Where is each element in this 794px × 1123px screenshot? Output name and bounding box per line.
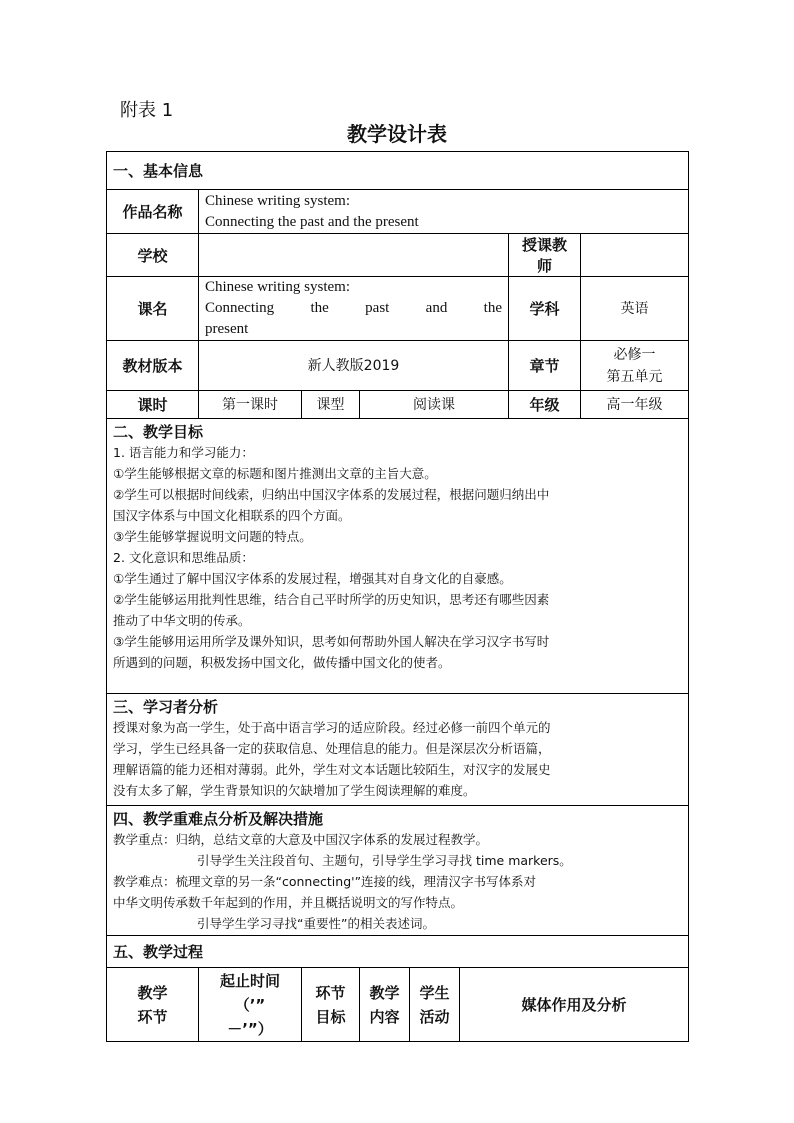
- period-value: 第一课时: [199, 391, 302, 419]
- textbook-edition-label: 教材版本: [107, 341, 199, 391]
- lesson-name-value: [199, 277, 509, 341]
- objective-line: 1. 语言能力和学习能力：: [113, 445, 254, 460]
- header-line: －’”）: [227, 1019, 273, 1038]
- objective-line: 2. 文化意识和思维品质：: [113, 550, 254, 565]
- header-stage-goal: [302, 968, 360, 1042]
- textbook-edition-value: 新人教版2019: [199, 341, 509, 391]
- school-value: [199, 234, 509, 277]
- period-label: 课时: [107, 391, 199, 419]
- section-key-difficult-points: [107, 806, 689, 936]
- key-difficult-points-text: [113, 829, 682, 934]
- header-teaching-content: [360, 968, 410, 1042]
- objective-line: ③学生能够用运用所学及课外知识，思考如何帮助外国人解决在学习汉字书写时: [113, 634, 550, 649]
- learner-analysis-line: 没有太多了解，学生背景知识的欠缺增加了学生阅读理解的难度。: [113, 783, 476, 798]
- lesson-type-value: 阅读课: [360, 391, 509, 419]
- chapter-line: 必修一: [613, 346, 656, 363]
- work-name-value: [199, 190, 689, 234]
- section-teaching-process-title: 五、教学过程: [107, 936, 689, 968]
- header-student-activity: [410, 968, 460, 1042]
- header-line: 起止时间: [219, 971, 280, 990]
- lesson-name-label: 课名: [107, 277, 199, 341]
- header-line: 环节: [137, 1007, 168, 1026]
- difficult-point-line: 中华文明传承数千年起到的作用，并且概括说明文的写作特点。: [113, 895, 464, 910]
- key-point-line: 教学重点：归纳，总结文章的大意及中国汉字体系的发展过程教学。: [113, 832, 489, 847]
- objective-line: ②学生能够运用批判性思维，结合自己平时所学的历史知识，思考还有哪些因素: [113, 592, 550, 607]
- header-teaching-stage: [107, 968, 199, 1042]
- learner-analysis-text: [113, 717, 682, 801]
- objective-line: 推动了中华文明的传承。: [113, 613, 251, 628]
- chapter-label: 章节: [509, 341, 581, 391]
- header-line: 教学: [369, 983, 400, 1002]
- header-line: 活动: [419, 1007, 450, 1026]
- learner-analysis-line: 授课对象为高一学生，处于高中语言学习的适应阶段。经过必修一前四个单元的: [113, 720, 551, 735]
- objective-line: 国汉字体系与中国文化相联系的四个方面。: [113, 508, 351, 523]
- header-line: 内容: [369, 1007, 400, 1026]
- lesson-name-line: Connecting the past and the: [205, 300, 502, 316]
- work-name-line: Connecting the past and the present: [205, 213, 419, 230]
- section-learner-analysis: [107, 694, 689, 806]
- appendix-label: 附表 1: [120, 100, 174, 121]
- objective-line: ①学生通过了解中国汉字体系的发展过程，增强其对自身文化的自豪感。: [113, 571, 512, 586]
- work-name-label: 作品名称: [107, 190, 199, 234]
- header-start-end-time: [199, 968, 302, 1042]
- objective-line: ③学生能够掌握说明文问题的特点。: [113, 529, 312, 544]
- grade-label: 年级: [509, 391, 581, 419]
- lesson-name-line: Chinese writing system:: [205, 279, 350, 295]
- grade-value: 高一年级: [581, 391, 689, 419]
- objective-line: 所遇到的问题，积极发扬中国文化，做传播中国文化的使者。: [113, 655, 451, 670]
- header-line: 目标: [315, 1007, 346, 1026]
- teacher-value: [581, 234, 689, 277]
- header-line: 教学: [137, 983, 168, 1002]
- section-learner-analysis-title: 三、学习者分析: [113, 698, 219, 716]
- header-line: （’”: [234, 995, 266, 1014]
- learner-analysis-line: 理解语篇的能力还相对薄弱。此外，学生对文本话题比较陌生，对汉字的发展史: [113, 762, 551, 777]
- section-teaching-objectives: [107, 419, 689, 694]
- header-media-analysis: 媒体作用及分析: [460, 968, 689, 1042]
- teacher-label: 授课教师: [509, 234, 581, 277]
- chapter-line: 第五单元: [606, 368, 663, 385]
- difficult-point-line: 教学难点：梳理文章的另一条“connecting'”连接的线，理清汉字书写体系对: [113, 874, 537, 889]
- lesson-name-line: present: [205, 321, 249, 337]
- subject-value: 英语: [581, 277, 689, 341]
- header-line: 学生: [419, 983, 450, 1002]
- objectives-text: [113, 442, 682, 673]
- header-line: 环节: [315, 983, 346, 1002]
- teaching-design-table: [106, 151, 689, 1042]
- lesson-type-label: 课型: [302, 391, 360, 419]
- learner-analysis-line: 学习，学生已经具备一定的获取信息、处理信息的能力。但是深层次分析语篇，: [113, 741, 551, 756]
- section-teaching-objectives-title: 二、教学目标: [113, 423, 204, 441]
- subject-label: 学科: [509, 277, 581, 341]
- school-label: 学校: [107, 234, 199, 277]
- document-title: 教学设计表: [347, 122, 447, 146]
- objective-line: ①学生能够根据文章的标题和图片推测出文章的主旨大意。: [113, 466, 437, 481]
- section-key-difficult-points-title: 四、教学重难点分析及解决措施: [113, 810, 324, 828]
- chapter-value: [581, 341, 689, 391]
- objective-line: ②学生可以根据时间线索，归纳出中国汉字体系的发展过程，根据问题归纳出中: [113, 487, 550, 502]
- key-point-line: 引导学生关注段首句、主题句，引导学生学习寻找 time markers。: [197, 853, 572, 868]
- work-name-line: Chinese writing system:: [205, 192, 350, 209]
- difficult-point-line: 引导学生学习寻找“重要性”的相关表述词。: [197, 916, 435, 931]
- section-basic-info-title: 一、基本信息: [107, 152, 689, 190]
